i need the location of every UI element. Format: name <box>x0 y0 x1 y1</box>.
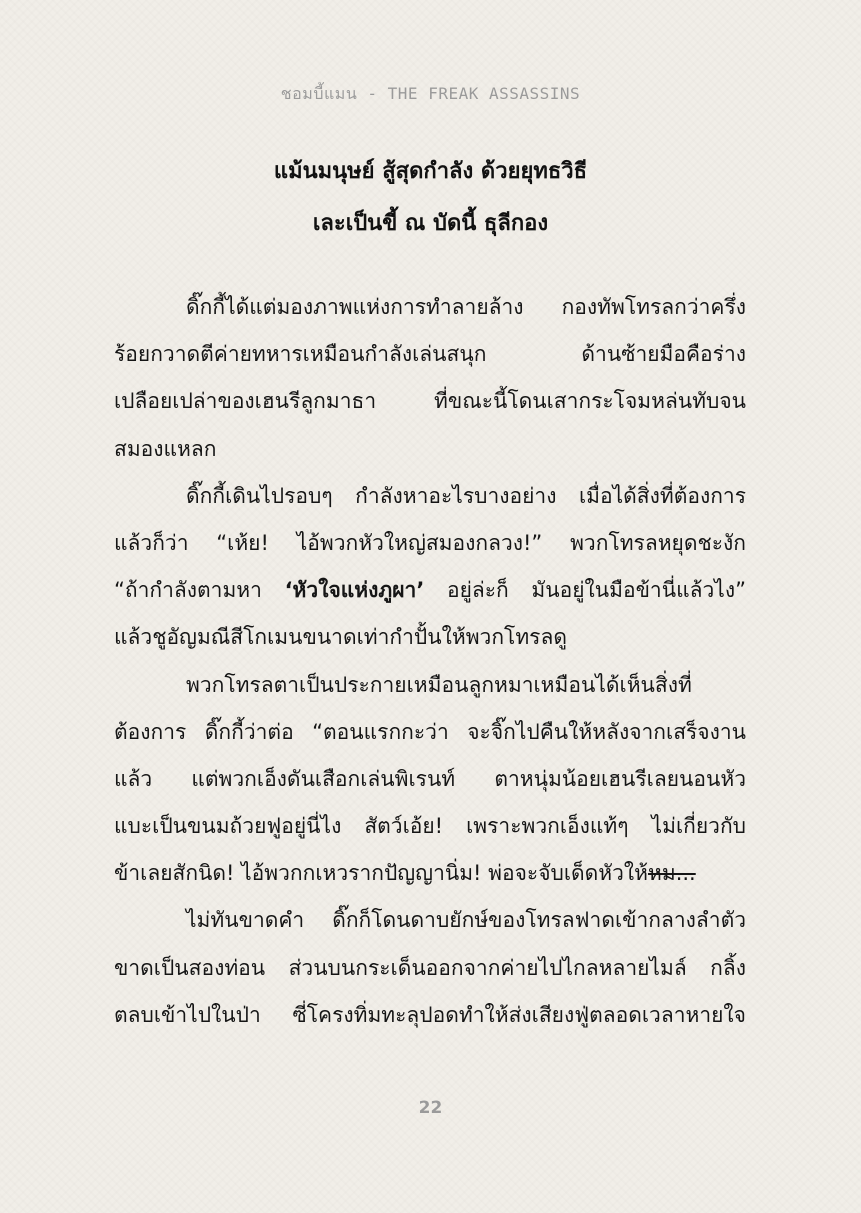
paragraph-3-line-5-start: ข้าเลยสักนิด! ไอ้พวกกเหวรากปัญญานิ่ม! พ่อจะจับเด็ดหัวให้ <box>114 861 649 886</box>
paragraph-4-line-3: ตลบเข้าไปในป่า ซี่โครงทิ่มทะลุปอดทำให้ส่งเสียงฟู่ตลอดเวลาหายใจ <box>114 1002 746 1027</box>
paragraph-3-line-5 <box>114 850 746 897</box>
paragraph-4-line-2: ขาดเป็นสองท่อน ส่วนบนกระเด็นออกจากค่ายไปไกลหลายไมล์ กลิ้ง <box>114 955 746 980</box>
paragraph-1-line-1: ดิ๊กกี้ได้แต่มองภาพแห่งการทำลายล้าง กองทัพโทรลกว่าครึ่ง <box>186 295 746 319</box>
paragraph-2-line-2: แล้วก็ว่า “เห้ย! ไอ้พวกหัวใหญ่สมองกลวง!” พวกโทรลหยุดชะงัก <box>114 530 746 555</box>
paragraph-2-line-3-start: “ถ้ากำลังตามหา <box>114 578 285 603</box>
paragraph-3-line-1: พวกโทรลตาเป็นประกายเหมือนลูกหมาเหมือนได้เห็นสิ่งที่ <box>186 672 692 697</box>
heart-of-mountain-emphasis: ‘หัวใจแห่งภูผา’ <box>284 578 425 603</box>
paragraph-2-line-4: แล้วชูอัญมณีสีโกเมนขนาดเท่ากำปั้นให้พวกโทรลดู <box>114 625 567 650</box>
paragraph-2-line-3 <box>114 567 746 614</box>
body-text <box>114 284 746 1039</box>
paragraph-1-line-3: เปลือยเปล่าของเฮนรีลูกมาธา ที่ขณะนี้โดนเสากระโจมหล่นทับจน <box>114 389 746 414</box>
paragraph-1-line-4: สมองแหลก <box>114 436 217 461</box>
paragraph-4-line-1: ไม่ทันขาดคำ ดิ๊กก็โดนดาบยักษ์ของโทรลฟาดเข้ากลางลำตัว <box>186 908 746 933</box>
paragraph-2-line-1: ดิ๊กกี้เดินไปรอบๆ กำลังหาอะไรบางอย่าง เมื่อได้สิ่งที่ต้องการ <box>186 483 746 508</box>
paragraph-3-line-4: แบะเป็นขนมถ้วยฟูอยู่นี่ไง สัตว์เอ้ย! เพราะพวกเอ็งแท้ๆ ไม่เกี่ยวกับ <box>114 814 746 839</box>
paragraph-3-line-3: แล้ว แต่พวกเอ็งดันเสือกเล่นพิเรนท์ ตาหนุ่มน้อยเฮนรีเลยนอนหัว <box>114 766 746 791</box>
running-header: ชอมบี้แมน - THE FREAK ASSASSINS <box>280 84 581 103</box>
page-number: 22 <box>418 1098 443 1118</box>
chapter-title-line-1: แม้นมนุษย์ สู้สุดกำลัง ด้วยยุทธวิธี <box>273 159 588 184</box>
chapter-title-line-2: เละเป็นขี้ ณ บัดนี้ ธุลีกอง <box>312 211 549 236</box>
struck-through-word: หม... <box>648 861 696 886</box>
paragraph-2-line-3-end: อยู่ล่ะก็ มันอยู่ในมือข้านี่แล้วไง” <box>424 578 746 603</box>
paragraph-3-line-2: ต้องการ ดิ๊กกี้ว่าต่อ “ตอนแรกกะว่า จะจิ๊กไปคืนให้หลังจากเสร็จงาน <box>114 719 746 744</box>
chapter-title <box>0 146 861 250</box>
paragraph-1-line-2: ร้อยกวาดตีค่ายทหารเหมือนกำลังเล่นสนุก ด้านซ้ายมือคือร่าง <box>114 342 746 367</box>
